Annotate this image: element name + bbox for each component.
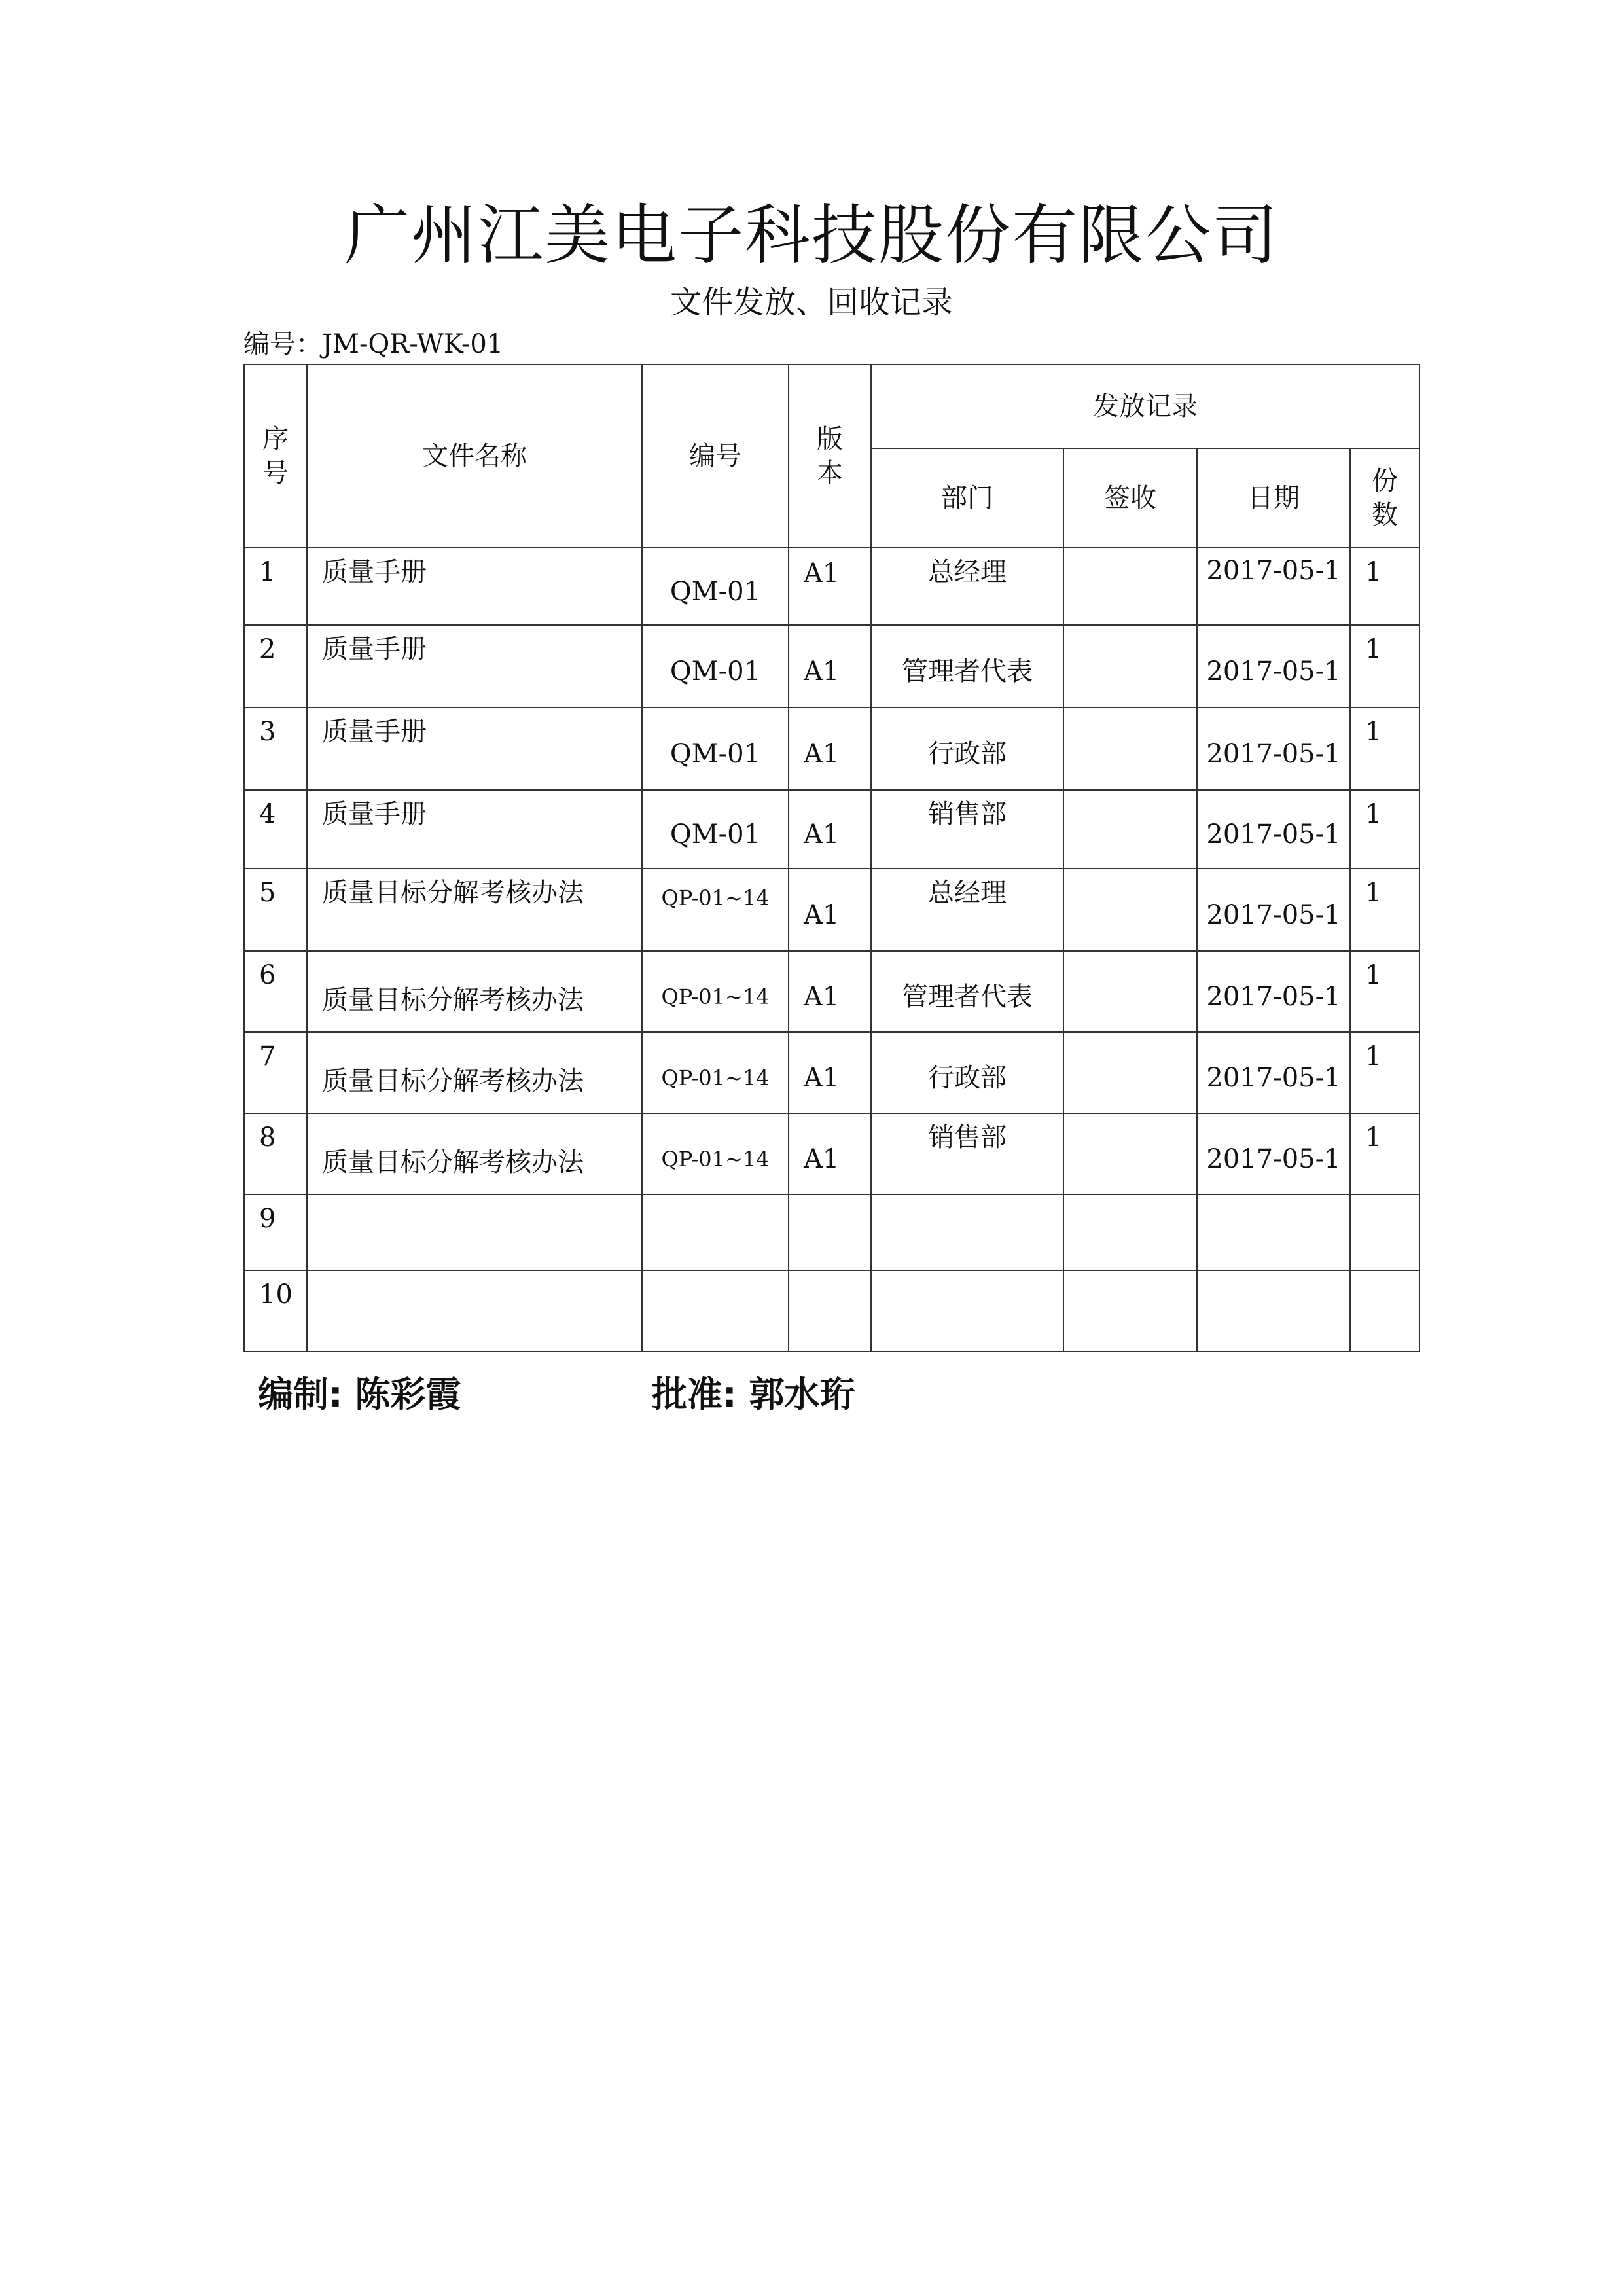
cell-signature: [1063, 625, 1197, 708]
cell-dept: 销售部: [871, 790, 1063, 869]
cell-seq: 5: [244, 869, 307, 951]
cell-code: [642, 1194, 789, 1270]
cell-copies: 1: [1350, 1032, 1419, 1113]
table-row: [244, 548, 1419, 625]
cell-date: 2017-05-1: [1197, 708, 1350, 790]
cell-code: QP-01~14: [642, 1113, 789, 1194]
cell-dept: 总经理: [871, 869, 1063, 951]
cell-seq: 1: [244, 548, 307, 625]
cell-file-name: 质量目标分解考核办法: [307, 951, 642, 1032]
cell-copies: 1: [1350, 708, 1419, 790]
table-row: [244, 1270, 1419, 1352]
cell-date: 2017-05-1: [1197, 869, 1350, 951]
cell-signature: [1063, 1032, 1197, 1113]
cell-dept: [871, 1270, 1063, 1352]
cell-code: [642, 1270, 789, 1352]
cell-dept: [871, 1194, 1063, 1270]
header-version: 版 本: [789, 365, 871, 548]
cell-date: 2017-05-1: [1197, 1032, 1350, 1113]
cell-version: A1: [789, 1032, 871, 1113]
cell-signature: [1063, 1113, 1197, 1194]
table-row: [244, 625, 1419, 708]
cell-seq: 7: [244, 1032, 307, 1113]
cell-code: QM-01: [642, 790, 789, 869]
table-row: [244, 790, 1419, 869]
table-row: [244, 1032, 1419, 1113]
cell-seq: 8: [244, 1113, 307, 1194]
cell-signature: [1063, 548, 1197, 625]
cell-version: A1: [789, 1113, 871, 1194]
cell-date: 2017-05-1: [1197, 951, 1350, 1032]
cell-dept: 销售部: [871, 1113, 1063, 1194]
header-seq: 序 号: [244, 365, 307, 548]
cell-version: [789, 1270, 871, 1352]
cell-file-name: 质量手册: [307, 708, 642, 790]
table-row: [244, 1113, 1419, 1194]
cell-copies: 1: [1350, 869, 1419, 951]
header-date: 日期: [1197, 448, 1350, 548]
cell-signature: [1063, 1194, 1197, 1270]
cell-signature: [1063, 790, 1197, 869]
cell-date: 2017-05-1: [1197, 790, 1350, 869]
cell-seq: 9: [244, 1194, 307, 1270]
cell-version: A1: [789, 708, 871, 790]
cell-date: 2017-05-1: [1197, 625, 1350, 708]
cell-file-name: [307, 1194, 642, 1270]
cell-copies: 1: [1350, 625, 1419, 708]
cell-seq: 10: [244, 1270, 307, 1352]
cell-seq: 2: [244, 625, 307, 708]
table-row: [244, 708, 1419, 790]
cell-file-name: 质量目标分解考核办法: [307, 1113, 642, 1194]
approved-by: 批准: 郭水珩: [652, 1374, 855, 1415]
cell-version: [789, 1194, 871, 1270]
prepared-by: 编制: 陈彩霞: [258, 1374, 461, 1415]
cell-code: QM-01: [642, 708, 789, 790]
cell-copies: [1350, 1194, 1419, 1270]
cell-copies: 1: [1350, 548, 1419, 625]
header-dept: 部门: [871, 448, 1063, 548]
issue-record-table: [243, 364, 1420, 1352]
cell-dept: 行政部: [871, 1032, 1063, 1113]
cell-copies: 1: [1350, 790, 1419, 869]
table-row: [244, 951, 1419, 1032]
table-row: [244, 869, 1419, 951]
cell-date: 2017-05-1: [1197, 1113, 1350, 1194]
table-row: [244, 1194, 1419, 1270]
cell-version: A1: [789, 625, 871, 708]
document-code: 编号：JM-QR-WK-01: [243, 329, 504, 359]
cell-signature: [1063, 1270, 1197, 1352]
cell-seq: 6: [244, 951, 307, 1032]
cell-code: QP-01~14: [642, 951, 789, 1032]
header-file-name: 文件名称: [307, 365, 642, 548]
cell-code: QP-01~14: [642, 869, 789, 951]
cell-signature: [1063, 951, 1197, 1032]
company-title: 广州江美电子科技股份有限公司: [344, 197, 1279, 274]
cell-copies: 1: [1350, 951, 1419, 1032]
cell-code: QP-01~14: [642, 1032, 789, 1113]
cell-copies: [1350, 1270, 1419, 1352]
cell-version: A1: [789, 790, 871, 869]
cell-signature: [1063, 708, 1197, 790]
cell-file-name: 质量目标分解考核办法: [307, 869, 642, 951]
header-code: 编号: [642, 365, 789, 548]
cell-date: 2017-05-1: [1197, 548, 1350, 625]
document-subtitle: 文件发放、回收记录: [669, 284, 953, 321]
cell-date: [1197, 1194, 1350, 1270]
cell-signature: [1063, 869, 1197, 951]
cell-dept: 行政部: [871, 708, 1063, 790]
cell-file-name: 质量手册: [307, 625, 642, 708]
cell-dept: 管理者代表: [871, 625, 1063, 708]
cell-dept: 总经理: [871, 548, 1063, 625]
header-issue-record: 发放记录: [871, 365, 1419, 448]
cell-dept: 管理者代表: [871, 951, 1063, 1032]
cell-seq: 3: [244, 708, 307, 790]
cell-code: QM-01: [642, 548, 789, 625]
cell-version: A1: [789, 951, 871, 1032]
header-copies: 份 数: [1350, 448, 1419, 548]
cell-copies: 1: [1350, 1113, 1419, 1194]
cell-file-name: 质量手册: [307, 548, 642, 625]
cell-seq: 4: [244, 790, 307, 869]
header-signature: 签收: [1063, 448, 1197, 548]
cell-version: A1: [789, 548, 871, 625]
cell-code: QM-01: [642, 625, 789, 708]
cell-date: [1197, 1270, 1350, 1352]
cell-version: A1: [789, 869, 871, 951]
cell-file-name: 质量目标分解考核办法: [307, 1032, 642, 1113]
cell-file-name: 质量手册: [307, 790, 642, 869]
cell-file-name: [307, 1270, 642, 1352]
